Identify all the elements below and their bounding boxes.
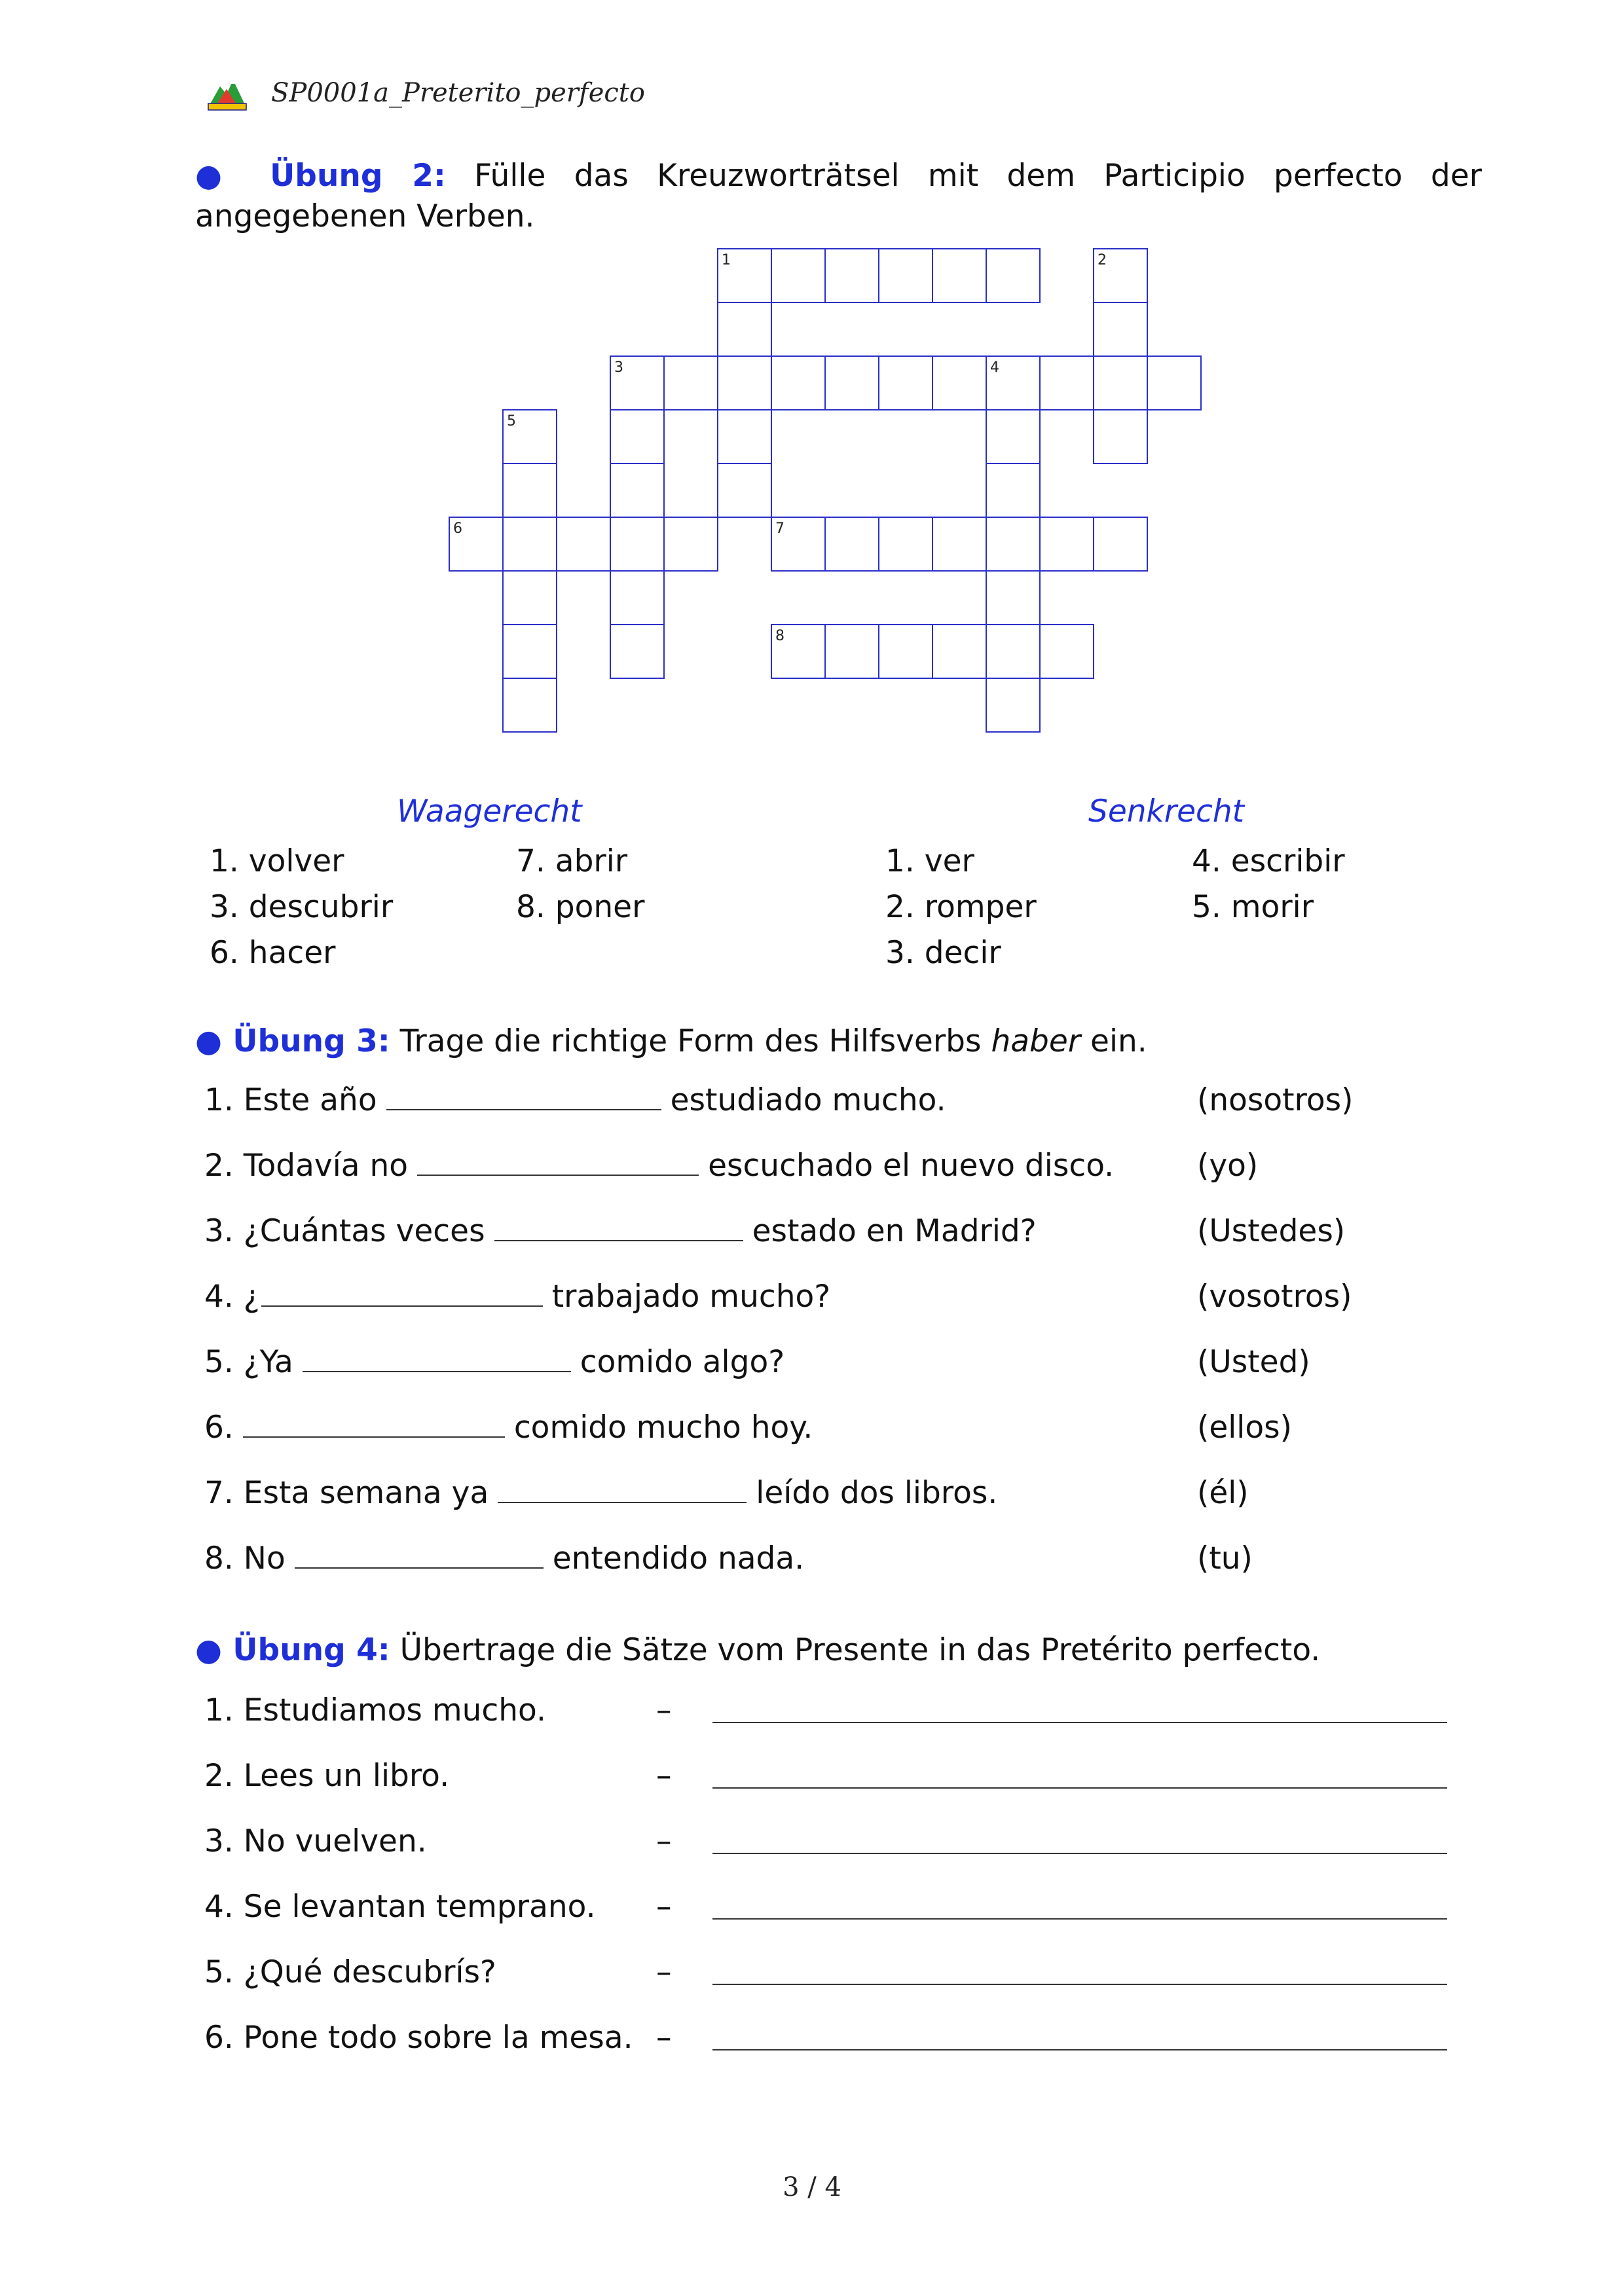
- dash: –: [656, 2020, 672, 2056]
- exercise-3-heading: [195, 1021, 1147, 1062]
- sentence-start: 4. ¿: [204, 1279, 260, 1315]
- crossword-cell[interactable]: [610, 464, 664, 517]
- answer-line[interactable]: [712, 2049, 1447, 2050]
- crossword-cell[interactable]: [503, 678, 557, 732]
- exercise-3-row: [204, 1470, 997, 1516]
- crossword-cell[interactable]: [1040, 517, 1094, 571]
- document-title: SP0001a_Preterito_perfecto: [271, 78, 645, 108]
- sentence-end: escuchado el nuevo disco.: [708, 1148, 1115, 1184]
- exercise-2-instruction: Fülle das Kreuzworträtsel mit dem Participio perfecto der angegebenen Verben.: [195, 158, 1482, 234]
- clue-number: 5: [507, 413, 516, 429]
- crossword-cell[interactable]: [718, 356, 771, 410]
- sentence-end: comido mucho hoy.: [513, 1410, 813, 1446]
- crossword-cell[interactable]: [610, 517, 664, 571]
- crossword-cell[interactable]: [718, 302, 771, 356]
- sentence-end: estudiado mucho.: [670, 1082, 946, 1118]
- clue-number: 8: [775, 628, 784, 644]
- subject-hint: (vosotros): [1197, 1279, 1352, 1315]
- exercise-3-row: [204, 1405, 813, 1451]
- dash: –: [656, 1823, 672, 1859]
- source-sentence: 1. Estudiamos mucho.: [204, 1692, 546, 1728]
- crossword-cell[interactable]: [503, 464, 557, 517]
- sentence-end: trabajado mucho?: [551, 1279, 831, 1315]
- crossword-cell[interactable]: [986, 517, 1040, 571]
- across-clue: 7. abrir: [516, 843, 628, 879]
- crossword-cell[interactable]: [1040, 625, 1094, 678]
- exercise-3-instruction: Trage die richtige Form des Hilfsverbs: [390, 1023, 991, 1059]
- crossword-cell[interactable]: [1094, 410, 1147, 464]
- crossword-cell[interactable]: [825, 249, 879, 302]
- crossword-cell[interactable]: [503, 625, 557, 678]
- crossword-cell[interactable]: [1040, 356, 1094, 410]
- crossword-cell[interactable]: [932, 249, 986, 302]
- answer-blank[interactable]: [494, 1209, 743, 1241]
- crossword-cell[interactable]: [986, 410, 1040, 464]
- exercise-4-instruction: Übertrage die Sätze vom Presente in das Pretérito perfecto.: [390, 1632, 1321, 1668]
- sentence-end: comido algo?: [580, 1344, 785, 1380]
- crossword-cell[interactable]: [986, 571, 1040, 625]
- crossword-cell[interactable]: [986, 464, 1040, 517]
- across-clue: 8. poner: [516, 889, 645, 925]
- dash: –: [656, 1954, 672, 1990]
- subject-hint: (Ustedes): [1197, 1213, 1346, 1249]
- subject-hint: (él): [1197, 1475, 1249, 1511]
- crossword-cell[interactable]: [932, 517, 986, 571]
- crossword-cell[interactable]: [825, 356, 879, 410]
- crossword-cell[interactable]: [825, 517, 879, 571]
- subject-hint: (yo): [1197, 1148, 1259, 1184]
- across-title: Waagerecht: [397, 793, 582, 829]
- answer-blank[interactable]: [303, 1339, 571, 1372]
- across-clue: 1. volver: [210, 843, 344, 879]
- clue-number: 7: [775, 520, 784, 537]
- crossword-cell[interactable]: [557, 517, 610, 571]
- clue-number: 4: [990, 359, 999, 376]
- crossword-cell[interactable]: [610, 571, 664, 625]
- exercise-3-row: [204, 1209, 1037, 1254]
- source-sentence: 5. ¿Qué descubrís?: [204, 1954, 496, 1990]
- exercise-3-row: [204, 1339, 784, 1385]
- sentence-start: 5. ¿Ya: [204, 1344, 293, 1380]
- crossword-cell[interactable]: [664, 517, 718, 571]
- exercise-3-row: [204, 1536, 804, 1582]
- crossword-cell[interactable]: [503, 517, 557, 571]
- crossword-cell[interactable]: [771, 356, 825, 410]
- crossword-cell[interactable]: [932, 625, 986, 678]
- exercise-4-label: Übung 4:: [232, 1632, 390, 1668]
- exercise-3-row: [204, 1274, 830, 1320]
- crossword-cell[interactable]: [1094, 302, 1147, 356]
- crossword-cell[interactable]: [1147, 356, 1201, 410]
- exercise-3-instruction-end: ein.: [1080, 1023, 1147, 1059]
- answer-blank[interactable]: [498, 1470, 747, 1503]
- sentence-start: 7. Esta semana ya: [204, 1475, 489, 1511]
- across-clue: 3. descubrir: [210, 889, 394, 925]
- crossword-cell[interactable]: [879, 356, 932, 410]
- exercise-3-row: [204, 1143, 1114, 1189]
- sentence-end: estado en Madrid?: [752, 1213, 1037, 1249]
- subject-hint: (Usted): [1197, 1344, 1310, 1380]
- source-sentence: 2. Lees un libro.: [204, 1758, 450, 1794]
- down-clue: 1. ver: [885, 843, 974, 879]
- sentence-end: leído dos libros.: [756, 1475, 998, 1511]
- exercise-4-heading: [195, 1630, 1320, 1671]
- subject-hint: (nosotros): [1197, 1082, 1354, 1118]
- crossword-grid: [0, 0, 1624, 759]
- sentence-start: 6.: [204, 1410, 234, 1446]
- sentence-end: entendido nada.: [552, 1540, 805, 1576]
- down-clue: 3. decir: [885, 935, 1001, 971]
- crossword-cell[interactable]: [1094, 517, 1147, 571]
- dash: –: [656, 1758, 672, 1794]
- answer-blank[interactable]: [295, 1536, 544, 1569]
- answer-blank[interactable]: [386, 1078, 661, 1110]
- crossword-cell[interactable]: [718, 410, 771, 464]
- answer-blank[interactable]: [261, 1274, 543, 1307]
- subject-hint: (tu): [1197, 1540, 1253, 1576]
- clue-number: 6: [453, 520, 462, 537]
- bullet: ●: [195, 1023, 223, 1059]
- answer-line[interactable]: [712, 1853, 1447, 1854]
- answer-line[interactable]: [712, 1984, 1447, 1985]
- source-sentence: 3. No vuelven.: [204, 1823, 427, 1859]
- crossword-cell[interactable]: [718, 464, 771, 517]
- clue-number: 3: [614, 359, 623, 376]
- page-number: 3 / 4: [783, 2172, 841, 2202]
- exercise-3-verb: haber: [991, 1023, 1081, 1059]
- sentence-start: 3. ¿Cuántas veces: [204, 1213, 485, 1249]
- crossword-cell[interactable]: [1094, 356, 1147, 410]
- source-sentence: 6. Pone todo sobre la mesa.: [204, 2020, 633, 2056]
- crossword-cell[interactable]: [664, 356, 718, 410]
- answer-line[interactable]: [712, 1722, 1447, 1723]
- across-clue: 6. hacer: [210, 935, 336, 971]
- exercise-2-label: Übung 2:: [270, 158, 446, 194]
- exercise-3-label: Übung 3:: [232, 1023, 390, 1059]
- sentence-start: 8. No: [204, 1540, 286, 1576]
- crossword-cell[interactable]: [986, 249, 1040, 302]
- dash: –: [656, 1692, 672, 1728]
- crossword-cell[interactable]: [610, 625, 664, 678]
- answer-blank[interactable]: [417, 1143, 699, 1176]
- source-sentence: 4. Se levantan temprano.: [204, 1889, 596, 1925]
- bullet: ●: [195, 158, 241, 194]
- down-clue: 4. escribir: [1192, 843, 1345, 879]
- clue-number: 1: [722, 252, 731, 268]
- crossword-cell[interactable]: [771, 249, 825, 302]
- crossword-cell[interactable]: [825, 625, 879, 678]
- crossword-cell[interactable]: [986, 625, 1040, 678]
- crossword-cell[interactable]: [503, 571, 557, 625]
- bullet: ●: [195, 1632, 223, 1668]
- down-clue: 5. morir: [1192, 889, 1314, 925]
- subject-hint: (ellos): [1197, 1410, 1292, 1446]
- down-clue: 2. romper: [885, 889, 1037, 925]
- clue-number: 2: [1098, 252, 1107, 268]
- dash: –: [656, 1889, 672, 1925]
- crossword-cell[interactable]: [932, 356, 986, 410]
- answer-line[interactable]: [712, 1918, 1447, 1920]
- crossword-cell[interactable]: [986, 678, 1040, 732]
- sentence-start: 1. Este año: [204, 1082, 377, 1118]
- crossword-cell[interactable]: [610, 410, 664, 464]
- crossword-cell[interactable]: [879, 517, 932, 571]
- sentence-start: 2. Todavía no: [204, 1148, 409, 1184]
- exercise-3-row: [204, 1078, 946, 1123]
- down-title: Senkrecht: [1088, 793, 1245, 829]
- answer-blank[interactable]: [243, 1405, 505, 1438]
- answer-line[interactable]: [712, 1787, 1447, 1789]
- crossword-cell[interactable]: [879, 625, 932, 678]
- crossword-cell[interactable]: [879, 249, 932, 302]
